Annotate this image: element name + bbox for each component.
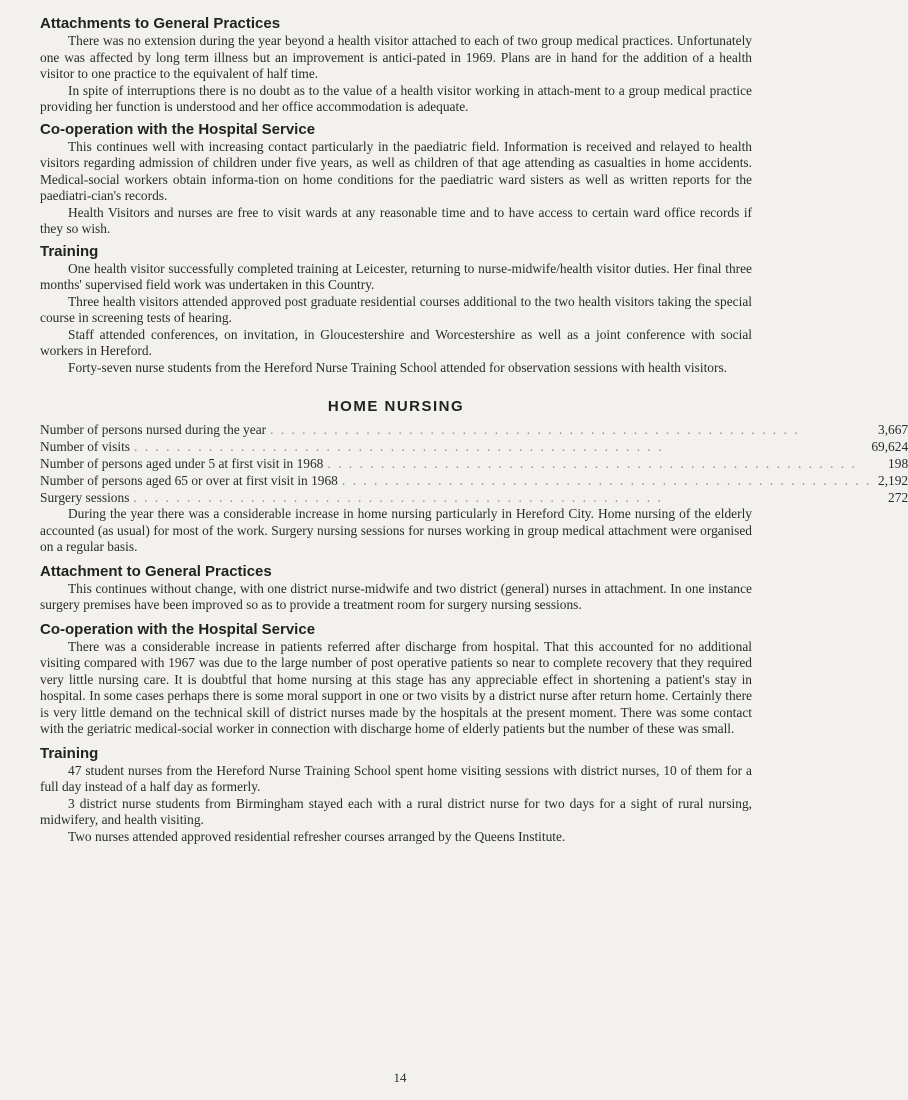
paragraph: During the year there was a considerable increase in home nursing particularly in Hereford City. Home nursing of the elderly accounted (as usual) for most of the work. Surgery nursing sessions for nurses working in group medical attachment were organised on a regular basis. [40,506,752,554]
stats-row: Surgery sessions . . . . . . . . . . . . . . . . . . . . . . . . . . . . . . . . . . . . . . . . . . . . . . . . . . 272 [40,490,908,505]
paragraph: There was no extension during the year beyond a health visitor attached to each of two group medical practices. Unfortunately one was affected by long term illness but an improvement is antici-pated in 1969. Plans are in hand for the addition of a health visitor to one practice to the equivalent of half time. [40,33,752,81]
stat-label: Number of persons aged 65 or over at first visit in 1968 [40,473,342,488]
page-number: 14 [393,1070,407,1085]
paragraph: Health Visitors and nurses are free to visit wards at any reasonable time and to have access to certain ward office records if they so wish. [40,204,752,236]
home-nursing-stats-table [40,421,908,506]
paragraph: One health visitor successfully completed training at Leicester, returning to nurse-midwife/health visitor duties. Her final three months' supervised field work was undertaken in this Country. [40,260,752,292]
paragraph: Staff attended conferences, on invitation, in Gloucestershire and Worcestershire as well as a joint conference with social workers in Hereford. [40,326,752,358]
heading-cooperation-hospital: Co-operation with the Hospital Service [40,620,316,638]
heading-training: Training [40,744,99,762]
paragraph: This continues well with increasing contact particularly in the paediatric field. Information is received and relayed to health visitors regarding admission of children under five years, as well as children of that age attending as casualties in home accidents. Medical-social workers obtain informa-tion on home conditions for the paediatric ward sisters as well as written reports for the paediatri-cian's records. [40,138,752,203]
heading-cooperation-hospital: Co-operation with the Hospital Service [40,120,316,138]
paragraph: There was a considerable increase in patients referred after discharge from hospital. That this accounted for no additional visiting compared with 1967 was due to the large number of post operative patients so near to complete recovery that they required very little nursing care. It is doubtful that home nursing at this stage has any appreciable effect in shortening a patient's stay in hospital. In some cases perhaps there is some moral support in one or two visits by a district nurse after return home. Certainly there is very little demand on the technical skill of district nurses made by the hospitals at the present moment. There was some contact with the geriatric medical-social worker in connection with discharge home of elderly patients but the number of these was small. [40,638,752,736]
stats-row: Number of persons nursed during the year . . . . . . . . . . . . . . . . . . . . . . . . . . . . . . . . . . . . . . . . . . . . . . . . . . 3,667 [40,422,908,437]
heading-attachments-general-practices: Attachments to General Practices [40,15,281,32]
paragraph: Forty-seven nurse students from the Hereford Nurse Training School attended for observation sessions with health visitors. [68,359,728,375]
stats-row: Number of persons aged under 5 at first visit in 1968 . . . . . . . . . . . . . . . . . . . . . . . . . . . . . . . . . . . . . . . . . . . . . . . . . . 198 [40,456,908,471]
stat-label: Surgery sessions [40,490,133,505]
heading-attachment-general-practices: Attachment to General Practices [40,562,272,580]
paragraph: In spite of interruptions there is no doubt as to the value of a health visitor working in attach-ment to a group medical practice providing her function is understood and her office accommodation is adequate. [40,82,752,114]
stat-label: Number of persons nursed during the year [40,422,270,437]
stat-value: 198 [888,456,908,471]
paragraph: Two nurses attended approved residential refresher courses arranged by the Queens Institute. [68,828,566,844]
stats-row: Number of visits . . . . . . . . . . . . . . . . . . . . . . . . . . . . . . . . . . . . . . . . . . . . . . . . . . 69,624 [40,439,908,454]
paragraph: 3 district nurse students from Birmingham stayed each with a rural district nurse for two days for a sight of rural nursing, midwifery, and health visiting. [40,795,752,827]
stats-row: Number of persons aged 65 or over at first visit in 1968 . . . . . . . . . . . . . . . . . . . . . . . . . . . . . . . . . . . . . . . . . . . . . . . . . . 2,192 [40,473,908,488]
paragraph: Three health visitors attended approved post graduate residential courses additional to the two health visitors taking the special course in screening tests of hearing. [40,293,752,325]
stat-value: 69,624 [871,439,908,454]
stat-label: Number of visits [40,439,134,454]
stat-value: 3,667 [878,422,908,437]
stat-value: 272 [888,490,908,505]
heading-training: Training [40,242,99,260]
stat-value: 2,192 [878,473,908,488]
stat-label: Number of persons aged under 5 at first visit in 1968 [40,456,327,471]
paragraph: 47 student nurses from the Hereford Nurse Training School spent home visiting sessions with district nurses, 10 of them for a full day instead of a half day as formerly. [40,762,752,794]
home-nursing-title: HOME NURSING [327,398,465,415]
paragraph: This continues without change, with one district nurse-midwife and two district (general) nurses in attachment. In one instance surgery premises have been improved so as to provide a treatment room for surgery nursing sessions. [40,580,752,612]
